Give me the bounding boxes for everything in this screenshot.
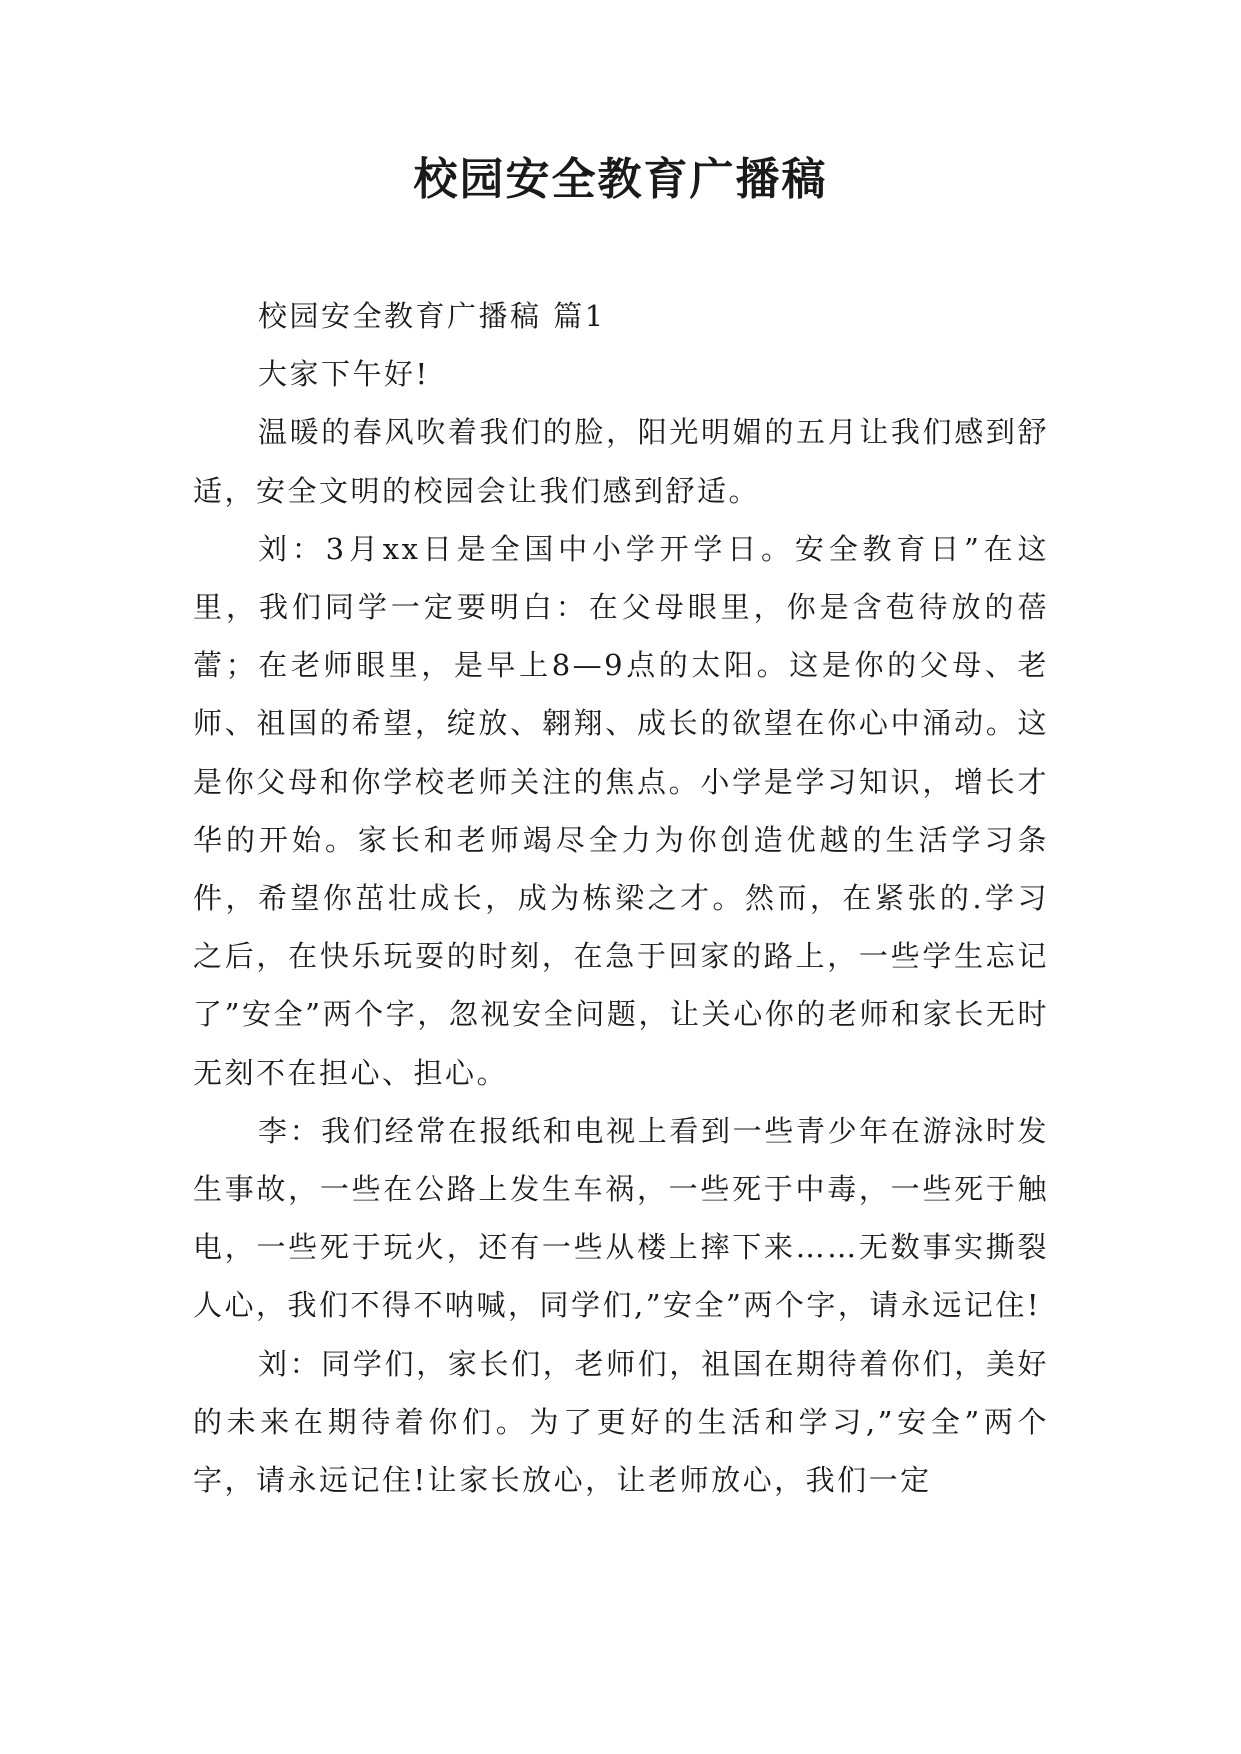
section-heading: 校园安全教育广播稿 篇1: [258, 299, 606, 333]
greeting-paragraph: 大家下午好!: [258, 357, 430, 392]
opening-paragraph: 温暖的春风吹着我们的脸，阳光明媚的五月让我们感到舒适，安全文明的校园会让我们感到舒适。: [193, 415, 1049, 508]
liu-paragraph-2: 刘：同学们，家长们，老师们，祖国在期待着你们，美好的未来在期待着你们。为了更好的生活和学习,”安全”两个字，请永远记住!让家长放心，让老师放心，我们一定: [193, 1346, 1049, 1498]
liu-paragraph-1: 刘：3月xx日是全国中小学开学日。安全教育日”在这里，我们同学一定要明白：在父母眼里，你是含苞待放的蓓蕾；在老师眼里，是早上8—9点的太阳。这是你的父母、老师、祖国的希望，绽放、翱翔、成长的欲望在你心中涌动。这是你父母和你学校老师关注的焦点。小学是学习知识，增长才华的开始。家长和老师竭尽全力为你创造优越的生活学习条件，希望你茁壮成长，成为栋梁之才。然而，在紧张的.学习之后，在快乐玩耍的时刻，在急于回家的路上，一些学生忘记了”安全”两个字，忽视安全问题，让关心你的老师和家长无时无刻不在担心、担心。: [193, 531, 1049, 1090]
li-paragraph: 李：我们经常在报纸和电视上看到一些青少年在游泳时发生事故，一些在公路上发生车祸，一些死于中毒，一些死于触电，一些死于玩火，还有一些从楼上摔下来……无数事实撕裂人心，我们不得不呐喊，同学们,”安全”两个字，请永远记住!: [193, 1113, 1049, 1323]
document-title: 校园安全教育广播稿: [413, 154, 828, 205]
document-body: [193, 287, 1049, 1509]
